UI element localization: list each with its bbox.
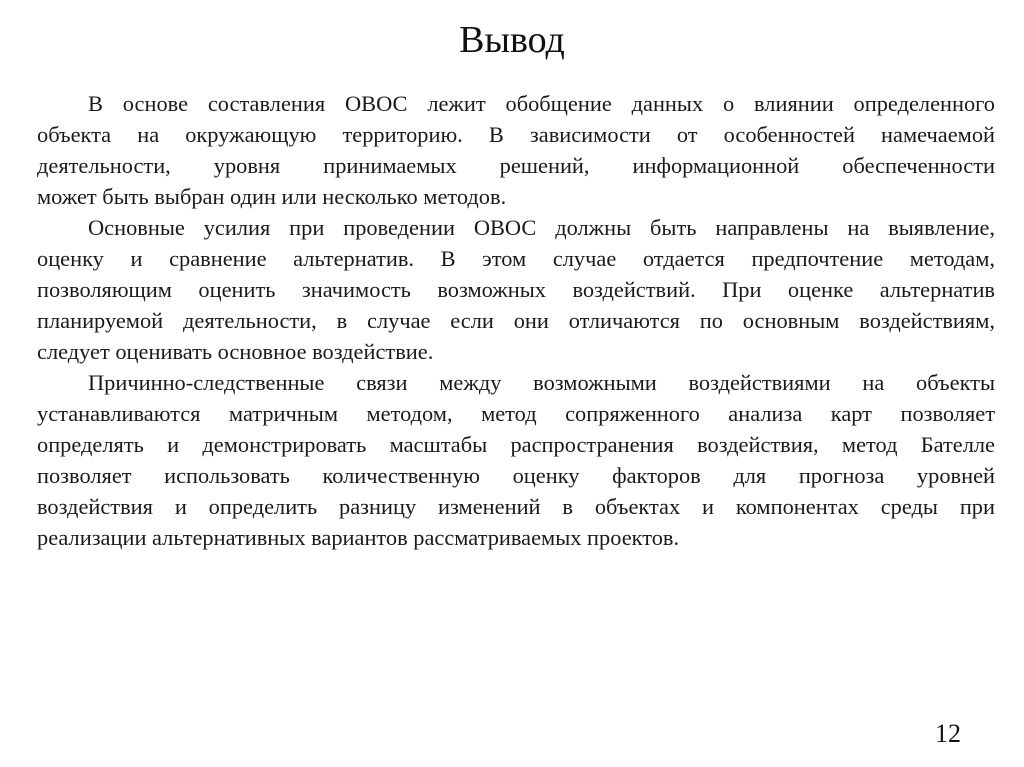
paragraph-3: [37, 367, 995, 553]
text-line: может быть выбран один или несколько методов.: [37, 184, 507, 209]
text-line: объекта на окружающую территорию. В зависимости от особенностей намечаемой: [37, 122, 995, 147]
page-number: 12: [935, 719, 961, 748]
paragraph-2: [37, 212, 995, 367]
text-line: реализации альтернативных вариантов рассматриваемых проектов.: [37, 525, 680, 550]
text-line: Основные усилия при проведении ОВОС должны быть направлены на выявление,: [88, 215, 995, 240]
paragraph-1: [37, 88, 995, 212]
text-line: позволяющим оценить значимость возможных воздействий. При оценке альтернатив: [37, 277, 995, 302]
text-line: определять и демонстрировать масштабы распространения воздействия, метод Бателле: [37, 432, 995, 457]
text-line: оценку и сравнение альтернатив. В этом случае отдается предпочтение методам,: [37, 246, 995, 271]
text-line: воздействия и определить разницу изменений в объектах и компонентах среды при: [37, 494, 995, 519]
slide-title: Вывод: [459, 19, 565, 61]
text-line: позволяет использовать количественную оценку факторов для прогноза уровней: [37, 463, 995, 488]
text-line: В основе составления ОВОС лежит обобщение данных о влиянии определенного: [88, 91, 995, 116]
slide-body: [37, 88, 995, 553]
text-line: деятельности, уровня принимаемых решений, информационной обеспеченности: [37, 153, 995, 178]
text-line: планируемой деятельности, в случае если они отличаются по основным воздействиям,: [37, 308, 995, 333]
text-line: устанавливаются матричным методом, метод сопряженного анализа карт позволяет: [37, 401, 995, 426]
text-line: Причинно-следственные связи между возможными воздействиями на объекты: [88, 370, 995, 395]
text-line: следует оценивать основное воздействие.: [37, 339, 434, 364]
